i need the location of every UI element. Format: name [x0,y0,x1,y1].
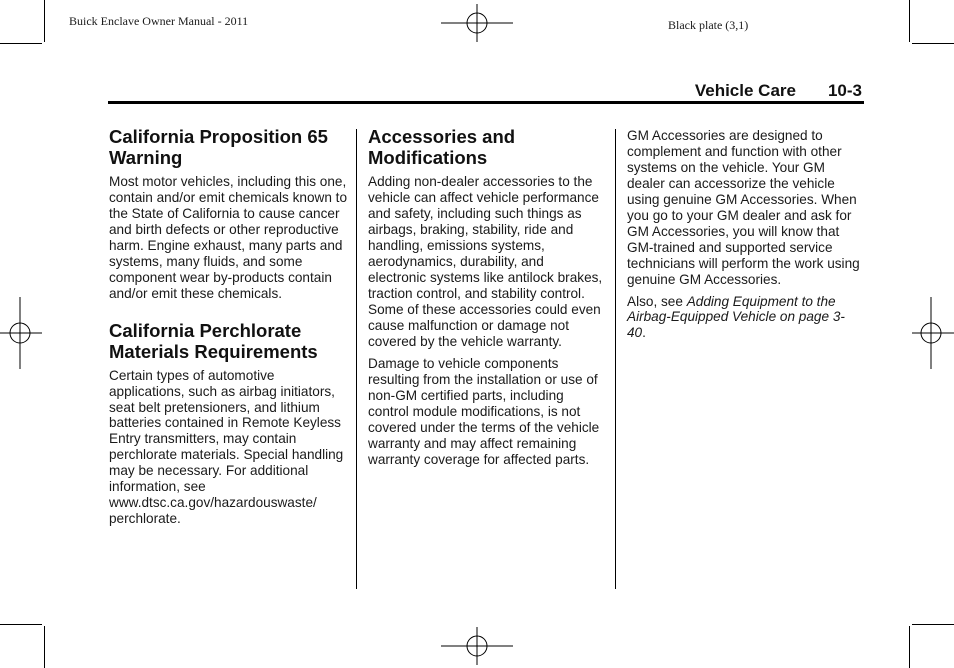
column-3 [627,128,863,347]
gm-accessories-paragraph: GM Accessories are designed to complement and function with other systems on the vehicle. Your GM dealer can accessorize the vehicle using genuine GM Accessories. When you go to your GM dealer and ask for GM Accessories, you will know that GM-trained and supported service technicians will perform the work using genuine GM Accessories. [627,128,860,287]
crop-mark-top-right-horizontal [912,43,954,44]
cross-reference-link[interactable]: Adding Equipment to the Airbag-Equipped Vehicle on page 3-40 [627,293,845,341]
manual-title: Buick Enclave Owner Manual - 2011 [69,14,249,28]
registration-mark-left-icon [0,297,42,369]
crop-mark-top-left-vertical [44,0,45,42]
header-rule [108,101,864,104]
registration-mark-bottom-icon [441,627,513,665]
perchlorate-heading: California Perchlorate Materials Requirements [109,319,318,362]
section-title: Vehicle Care [694,81,796,100]
accessories-paragraph-2: Damage to vehicle components resulting from the installation or use of non-GM certified parts, including control module modifications, is not covered under the terms of the vehicle warranty and may affect remaining warranty coverage for affected parts. [368,356,600,468]
crop-mark-top-left-horizontal [0,43,42,44]
accessories-heading: Accessories and Modifications [368,126,516,168]
crop-mark-bottom-left-vertical [44,626,45,668]
column-2 [368,126,604,475]
column-1 [109,126,349,534]
prop65-body: Most motor vehicles, including this one, contain and/or emit chemicals known to the State of California to cause cancer and birth defects or other reproductive harm. Engine exhaust, many parts and systems, many fluids, and some component wear by-products contain and/or emit these chemicals. [109,174,348,301]
also-see-suffix: . [642,325,646,341]
also-see-prefix: Also, see [627,293,687,309]
crop-mark-top-right-vertical [909,0,910,42]
accessories-paragraph-1: Adding non-dealer accessories to the vehicle can affect vehicle performance and safety, including such things as airbags, braking, stability, ride and handling, emissions systems, aerodynamics, durability, and electronic systems like antilock brakes, traction control, and stability control. Some of these accessories could even cause malfunction or damage not covered by the vehicle warranty. [368,174,603,349]
registration-mark-top-icon [441,4,513,42]
running-head [695,81,862,101]
also-see-paragraph [627,294,863,342]
column-divider-2 [615,129,616,589]
registration-mark-right-icon [912,297,954,369]
crop-mark-bottom-right-vertical [909,626,910,668]
crop-mark-bottom-right-horizontal [912,624,954,625]
crop-mark-bottom-left-horizontal [0,624,42,625]
page-number: 10-3 [827,81,862,100]
plate-label: Black plate (3,1) [668,18,749,32]
column-divider-1 [356,129,357,589]
prop65-heading: California Proposition 65 Warning [109,126,328,168]
perchlorate-body: Certain types of automotive applications, such as airbag initiators, seat belt pretensioners, and lithium batteries contained in Remote Keyless Entry transmitters, may contain perchlorate materials. Special handling may be necessary. For additional information, see www.dtsc.ca.gov/hazardouswaste/ perchlorate. [109,367,344,527]
